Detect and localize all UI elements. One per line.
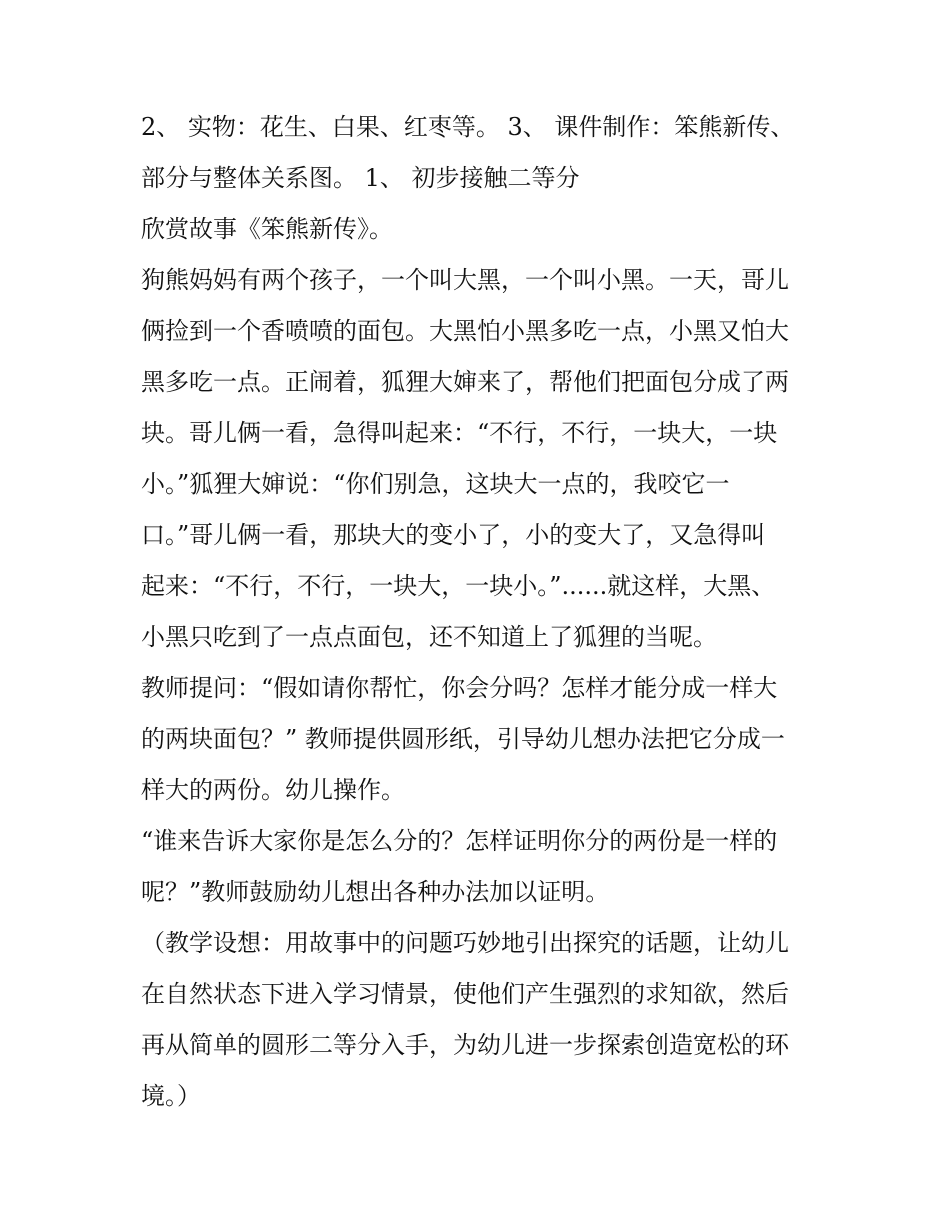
text-line-10: 起来：“不行，不行，一块大，一块小。”......就这样，大黑、 (141, 572, 776, 600)
text-line-4: 狗熊妈妈有两个孩子，一个叫大黑，一个叫小黑。一天，哥儿 (141, 266, 789, 294)
text-line-7: 块。哥儿俩一看，急得叫起来：“不行，不行，一块大，一块 (141, 419, 778, 447)
text-line-2: 部分与整体关系图。 1、 初步接触二等分 (141, 164, 580, 192)
text-line-5: 俩捡到一个香喷喷的面包。大黑怕小黑多吃一点，小黑又怕大 (141, 317, 789, 345)
text-line-6: 黑多吃一点。正闹着，狐狸大婶来了，帮他们把面包分成了两 (141, 368, 789, 396)
text-line-20: 境。） (141, 1082, 201, 1110)
text-line-8: 小。”狐狸大婶说：“你们别急，这块大一点的，我咬它一 (141, 470, 730, 498)
text-line-9: 口。”哥儿俩一看，那块大的变小了，小的变大了，又急得叫 (141, 521, 766, 549)
text-line-14: 样大的两份。幼儿操作。 (141, 776, 405, 804)
text-line-17: （教学设想：用故事中的问题巧妙地引出探究的话题，让幼儿 (141, 929, 789, 957)
text-line-19: 再从简单的圆形二等分入手，为幼儿进一步探索创造宽松的环 (141, 1031, 789, 1059)
text-line-13: 的两块面包？” 教师提供圆形纸，引导幼儿想办法把它分成一 (141, 725, 785, 753)
text-line-16: 呢？”教师鼓励幼儿想出各种办法加以证明。 (141, 878, 610, 906)
text-line-18: 在自然状态下进入学习情景，使他们产生强烈的求知欲，然后 (141, 980, 789, 1008)
text-line-15: “谁来告诉大家你是怎么分的？怎样证明你分的两份是一样的 (141, 827, 778, 855)
text-line-12: 教师提问：“假如请你帮忙，你会分吗？怎样才能分成一样大 (141, 674, 778, 702)
text-line-1: 2、 实物：花生、白果、红枣等。 3、 课件制作：笨熊新传、 (141, 113, 795, 141)
text-line-11: 小黑只吃到了一点点面包，还不知道上了狐狸的当呢。 (141, 623, 717, 651)
text-line-3: 欣赏故事《笨熊新传》。 (141, 215, 393, 243)
